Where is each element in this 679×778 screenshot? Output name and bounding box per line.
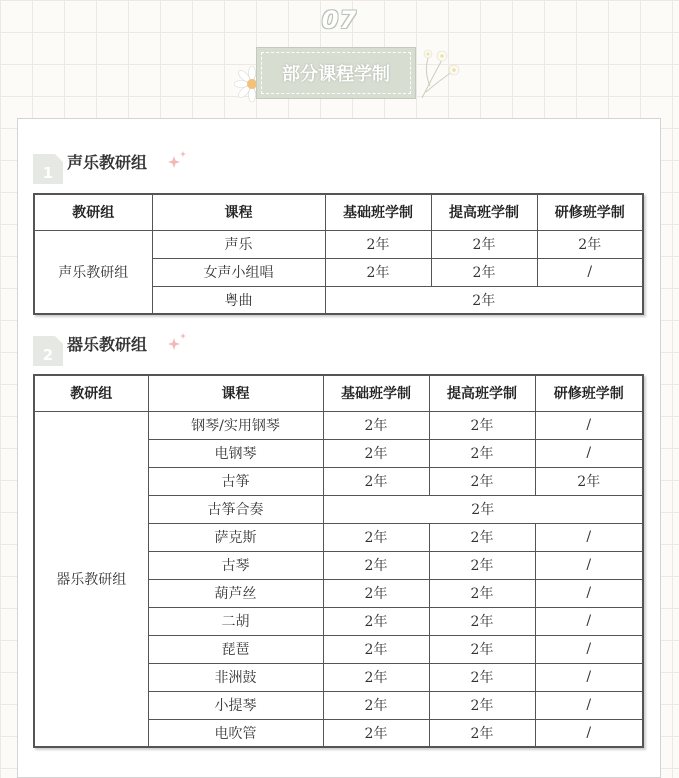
basic-cell: 2年 — [323, 691, 429, 719]
research-cell: / — [535, 719, 643, 747]
group-title: 器乐教研组 — [67, 335, 148, 354]
advanced-cell: 2年 — [429, 635, 535, 663]
research-cell: / — [535, 691, 643, 719]
group-name-cell: 声乐教研组 — [34, 230, 152, 314]
course-cell: 电吹管 — [148, 719, 323, 747]
header-basic: 基础班学制 — [325, 194, 431, 230]
header-advanced: 提高班学制 — [431, 194, 537, 230]
advanced-cell: 2年 — [429, 551, 535, 579]
course-cell: 二胡 — [148, 607, 323, 635]
basic-cell: 2年 — [323, 551, 429, 579]
course-cell: 非洲鼓 — [148, 663, 323, 691]
group-heading-vocal — [33, 150, 213, 184]
basic-cell: 2年 — [323, 719, 429, 747]
header-research: 研修班学制 — [535, 375, 643, 411]
page-title: 部分课程学制 — [282, 64, 390, 85]
sparkle-icon — [166, 332, 190, 352]
group-name-cell: 器乐教研组 — [34, 411, 148, 747]
header-course: 课程 — [152, 194, 325, 230]
research-cell: / — [535, 663, 643, 691]
basic-cell: 2年 — [323, 523, 429, 551]
basic-cell: 2年 — [325, 230, 431, 258]
instrumental-course-table — [33, 374, 644, 748]
course-cell: 小提琴 — [148, 691, 323, 719]
course-cell: 萨克斯 — [148, 523, 323, 551]
merged-duration-cell: 2年 — [323, 495, 643, 523]
advanced-cell: 2年 — [431, 230, 537, 258]
course-cell: 声乐 — [152, 230, 325, 258]
course-cell: 古筝合奏 — [148, 495, 323, 523]
table-header-row — [34, 194, 643, 230]
basic-cell: 2年 — [323, 663, 429, 691]
research-cell: / — [535, 607, 643, 635]
advanced-cell: 2年 — [429, 719, 535, 747]
basic-cell: 2年 — [325, 258, 431, 286]
research-cell: 2年 — [535, 467, 643, 495]
header-advanced: 提高班学制 — [429, 375, 535, 411]
header-group: 教研组 — [34, 375, 148, 411]
course-cell: 电钢琴 — [148, 439, 323, 467]
merged-duration-cell: 2年 — [325, 286, 643, 314]
group-heading-instrumental — [33, 332, 213, 366]
advanced-cell: 2年 — [429, 467, 535, 495]
course-cell: 粤曲 — [152, 286, 325, 314]
group-number-badge: 1 — [33, 154, 63, 184]
table-row — [34, 411, 643, 439]
course-cell: 古琴 — [148, 551, 323, 579]
research-cell: 2年 — [537, 230, 643, 258]
advanced-cell: 2年 — [429, 523, 535, 551]
advanced-cell: 2年 — [429, 691, 535, 719]
course-cell: 钢琴/实用钢琴 — [148, 411, 323, 439]
course-cell: 古筝 — [148, 467, 323, 495]
basic-cell: 2年 — [323, 439, 429, 467]
basic-cell: 2年 — [323, 635, 429, 663]
basic-cell: 2年 — [323, 579, 429, 607]
header-course: 课程 — [148, 375, 323, 411]
header-basic: 基础班学制 — [323, 375, 429, 411]
basic-cell: 2年 — [323, 607, 429, 635]
advanced-cell: 2年 — [429, 663, 535, 691]
research-cell: / — [535, 579, 643, 607]
advanced-cell: 2年 — [429, 607, 535, 635]
research-cell: / — [535, 523, 643, 551]
basic-cell: 2年 — [323, 411, 429, 439]
vocal-course-table — [33, 193, 644, 315]
advanced-cell: 2年 — [431, 258, 537, 286]
header-group: 教研组 — [34, 194, 152, 230]
page-title-box — [256, 47, 418, 101]
advanced-cell: 2年 — [429, 439, 535, 467]
research-cell: / — [537, 258, 643, 286]
group-number-badge: 2 — [33, 336, 63, 366]
header-research: 研修班学制 — [537, 194, 643, 230]
research-cell: / — [535, 635, 643, 663]
group-title: 声乐教研组 — [67, 153, 148, 172]
research-cell: / — [535, 551, 643, 579]
advanced-cell: 2年 — [429, 579, 535, 607]
course-cell: 女声小组唱 — [152, 258, 325, 286]
course-cell: 葫芦丝 — [148, 579, 323, 607]
table-row — [34, 230, 643, 258]
research-cell: / — [535, 411, 643, 439]
research-cell: / — [535, 439, 643, 467]
sparkle-icon — [166, 150, 190, 170]
basic-cell: 2年 — [323, 467, 429, 495]
section-number: 07 — [321, 6, 358, 34]
course-cell: 琵琶 — [148, 635, 323, 663]
advanced-cell: 2年 — [429, 411, 535, 439]
table-header-row — [34, 375, 643, 411]
flower-sprig-icon — [414, 42, 464, 100]
